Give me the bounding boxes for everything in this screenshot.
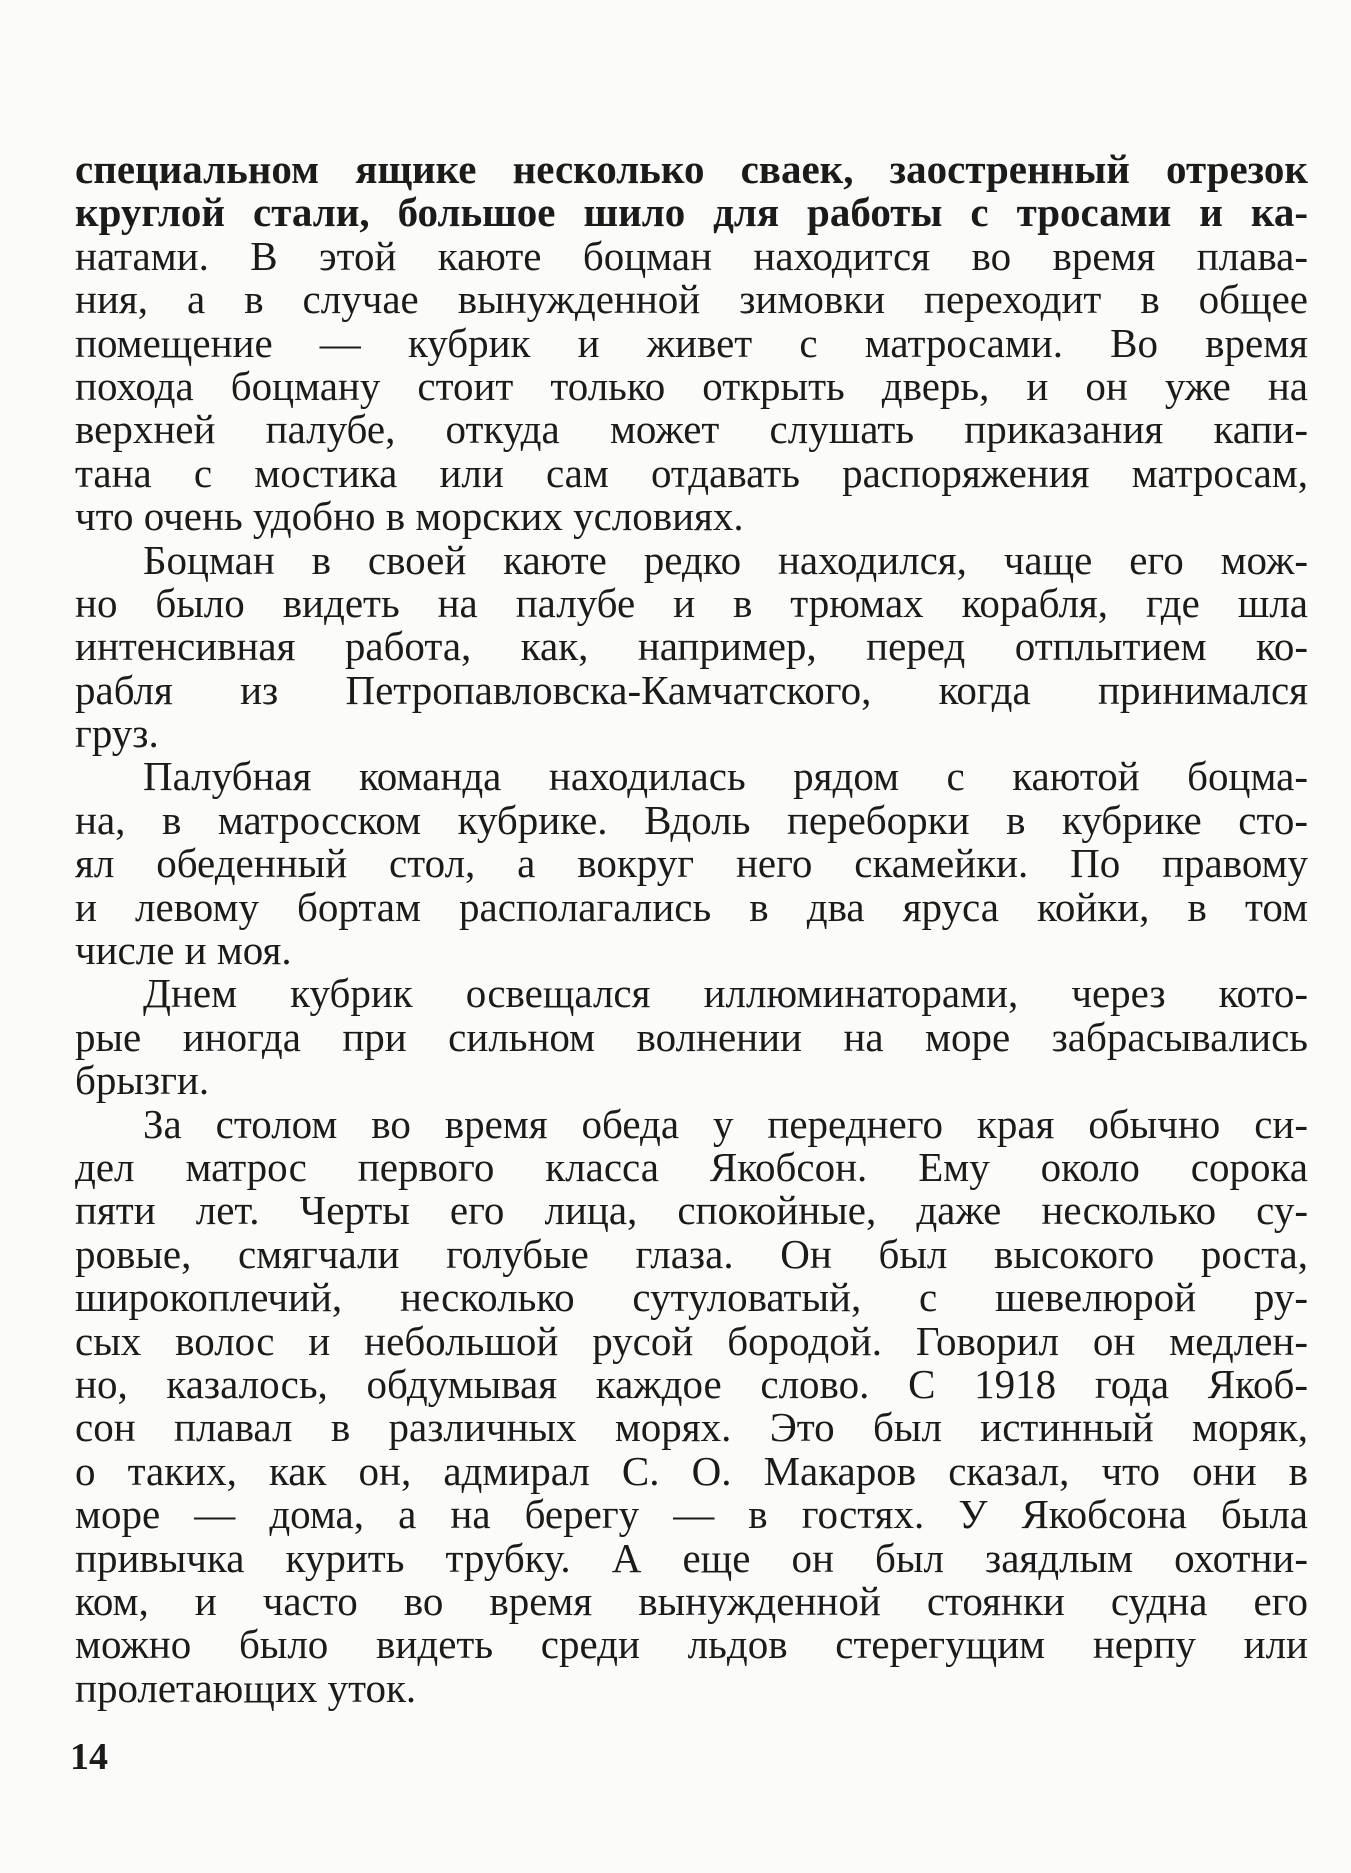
text-line: широкоплечий, несколько сутуловатый, с шевелюрой ру- — [75, 1274, 1308, 1321]
page-number: 14 — [70, 1736, 108, 1778]
text-line: что очень удобно в морских условиях. — [75, 493, 744, 540]
paragraph — [75, 148, 1308, 539]
text-line: рые иногда при сильном волнении на море забрасывались — [75, 1013, 1308, 1060]
paragraph — [75, 1100, 1308, 1711]
text-line: море — дома, а на берегу — в гостях. У Якобсона была — [75, 1491, 1308, 1538]
text-line: ком, и часто во время вынужденной стоянки судна его — [75, 1577, 1308, 1624]
text-line: ял обеденный стол, а вокруг него скамейки. По правому — [75, 840, 1308, 887]
body-text — [75, 148, 1308, 1710]
text-line: пяти лет. Черты его лица, спокойные, даже несколько су- — [75, 1187, 1308, 1234]
text-line: на, в матросском кубрике. Вдоль переборки в кубрике сто- — [75, 796, 1308, 843]
text-line: дел матрос первого класса Якобсон. Ему около сорока — [75, 1143, 1308, 1190]
paragraph — [75, 755, 1308, 972]
text-line: и левому бортам располагались в два яруса койки, в том — [75, 883, 1308, 930]
text-line: ния, а в случае вынужденной зимовки переходит в общее — [75, 276, 1308, 323]
text-line: но, казалось, обдумывая каждое слово. С 1918 года Якоб- — [75, 1360, 1308, 1407]
text-line: похода боцману стоит только открыть дверь, и он уже на — [75, 362, 1308, 409]
paragraph — [75, 972, 1308, 1102]
text-line: Боцман в своей каюте редко находился, чаще его мож- — [143, 536, 1308, 583]
paragraph — [75, 536, 1308, 757]
text-line: тана с мостика или сам отдавать распоряжения матросам, — [75, 449, 1308, 496]
text-line: Палубная команда находилась рядом с каютой боцма- — [143, 753, 1308, 800]
text-line: о таких, как он, адмирал С. О. Макаров сказал, что они в — [75, 1447, 1308, 1494]
text-line: Днем кубрик освещался иллюминаторами, через кото- — [143, 970, 1308, 1017]
text-line: привычка курить трубку. А еще он был заядлым охотни- — [75, 1534, 1308, 1581]
text-line: пролетающих уток. — [75, 1664, 417, 1711]
text-line: За столом во время обеда у переднего края обычно си- — [143, 1100, 1308, 1147]
text-line: сых волос и небольшой русой бородой. Говорил он медлен- — [75, 1317, 1308, 1364]
text-line: специальном ящике несколько сваек, заостренный отрезок — [75, 146, 1308, 192]
text-line: груз. — [75, 710, 159, 757]
text-line: можно было видеть среди льдов стерегущим нерпу или — [75, 1621, 1308, 1668]
text-line: сон плавал в различных морях. Это был истинный моряк, — [75, 1404, 1308, 1451]
text-line: круглой стали, большое шило для работы с тросами и ка- — [75, 189, 1308, 236]
text-line: верхней палубе, откуда может слушать приказания капи- — [75, 406, 1308, 453]
text-line: интенсивная работа, как, например, перед отплытием ко- — [75, 623, 1308, 670]
text-line: натами. В этой каюте боцман находится во время плава- — [75, 232, 1308, 279]
text-line: рабля из Петропавловска-Камчатского, когда принимался — [75, 666, 1308, 713]
text-line: ровые, смягчали голубые глаза. Он был высокого роста, — [75, 1230, 1308, 1277]
text-line: брызги. — [75, 1057, 210, 1104]
text-line: числе и моя. — [75, 927, 292, 974]
text-line: но было видеть на палубе и в трюмах корабля, где шла — [75, 579, 1308, 626]
text-line: помещение — кубрик и живет с матросами. Во время — [75, 319, 1308, 366]
